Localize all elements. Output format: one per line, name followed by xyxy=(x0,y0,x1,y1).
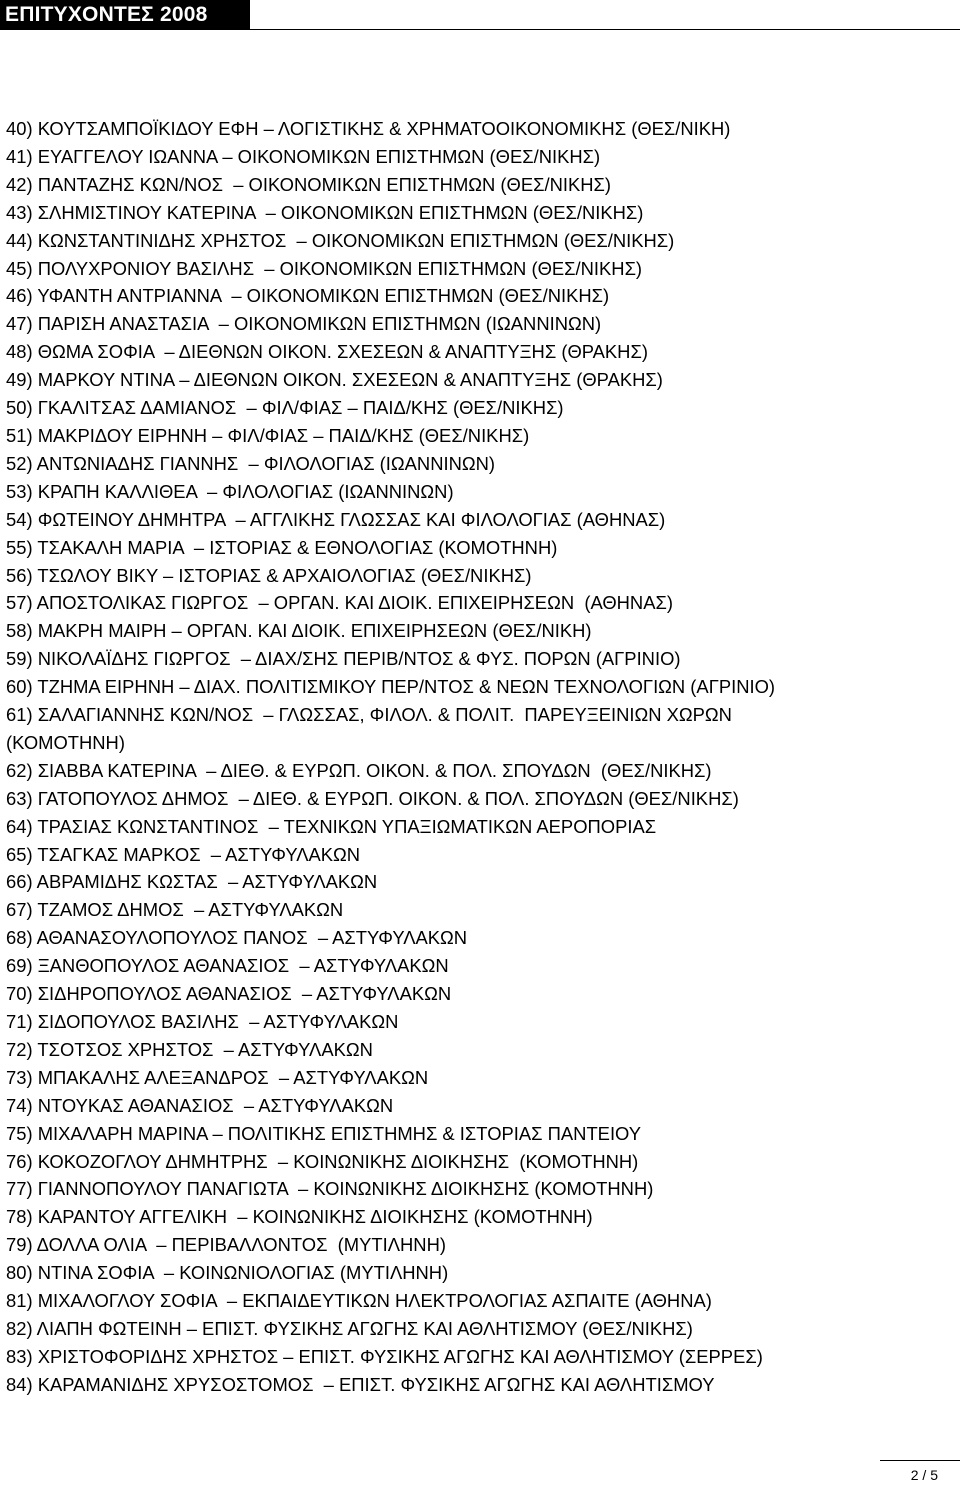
page-number: 2 / 5 xyxy=(910,1467,938,1483)
list-item: 53) ΚΡΑΠΗ ΚΑΛΛΙΘΕΑ – ΦΙΛΟΛΟΓΙΑΣ (ΙΩΑΝΝΙΝΩΝ) xyxy=(6,480,454,502)
list-item: 42) ΠΑΝΤΑΖΗΣ ΚΩΝ/ΝΟΣ – ΟΙΚΟΝΟΜΙΚΩΝ ΕΠΙΣΤΗΜΩΝ (ΘΕΣ/ΝΙΚΗΣ) xyxy=(6,173,612,195)
list-item: 66) ΑΒΡΑΜΙΔΗΣ ΚΩΣΤΑΣ – ΑΣΤΥΦΥΛΑΚΩΝ xyxy=(6,871,378,893)
list-item: 58) ΜΑΚΡΗ ΜΑΙΡΗ – ΟΡΓΑΝ. ΚΑΙ ΔΙΟΙΚ. ΕΠΙΧΕΙΡΗΣΕΩΝ (ΘΕΣ/ΝΙΚΗ) xyxy=(6,620,592,642)
list-item: 40) ΚΟΥΤΣΑΜΠΟΪΚΙΔΟΥ ΕΦΗ – ΛΟΓΙΣΤΙΚΗΣ & ΧΡΗΜΑΤΟΟΙΚΟΝΟΜΙΚΗΣ (ΘΕΣ/ΝΙΚΗ) xyxy=(6,118,731,139)
list-item: 71) ΣΙΔΟΠΟΥΛΟΣ ΒΑΣΙΛΗΣ – ΑΣΤΥΦΥΛΑΚΩΝ xyxy=(6,1011,399,1032)
list-item: 72) ΤΣΟΤΣΟΣ ΧΡΗΣΤΟΣ – ΑΣΤΥΦΥΛΑΚΩΝ xyxy=(6,1038,373,1060)
list-item: 75) ΜΙΧΑΛΑΡΗ ΜΑΡΙΝΑ – ΠΟΛΙΤΙΚΗΣ ΕΠΙΣΤΗΜΗΣ & ΙΣΤΟΡΙΑΣ ΠΑΝΤΕΙΟΥ xyxy=(6,1122,642,1144)
list-item: (ΚΟΜΟΤΗΝΗ) xyxy=(6,731,125,753)
list-item: 57) ΑΠΟΣΤΟΛΙΚΑΣ ΓΙΩΡΓΟΣ – ΟΡΓΑΝ. ΚΑΙ ΔΙΟΙΚ. ΕΠΙΧΕΙΡΗΣΕΩΝ (ΑΘΗΝΑΣ) xyxy=(6,592,673,614)
list-item: 62) ΣΙΑΒΒΑ ΚΑΤΕΡΙΝΑ – ΔΙΕΘ. & ΕΥΡΩΠ. ΟΙΚΟΝ. & ΠΟΛ. ΣΠΟΥΔΩΝ (ΘΕΣ/ΝΙΚΗΣ) xyxy=(6,759,712,781)
list-item: 77) ΓΙΑΝΝΟΠΟΥΛΟΥ ΠΑΝΑΓΙΩΤΑ – ΚΟΙΝΩΝΙΚΗΣ ΔΙΟΙΚΗΣΗΣ (ΚΟΜΟΤΗΝΗ) xyxy=(6,1178,654,1200)
document-header xyxy=(0,0,250,29)
list-item: 48) ΘΩΜΑ ΣΟΦΙΑ – ΔΙΕΘΝΩΝ ΟΙΚΟΝ. ΣΧΕΣΕΩΝ & ΑΝΑΠΤΥΞΗΣ (ΘΡΑΚΗΣ) xyxy=(6,341,648,363)
list-item: 84) ΚΑΡΑΜΑΝΙΔΗΣ ΧΡΥΣΟΣΤΟΜΟΣ – ΕΠΙΣΤ. ΦΥΣΙΚΗΣ ΑΓΩΓΗΣ ΚΑΙ ΑΘΛΗΤΙΣΜΟΥ xyxy=(6,1373,715,1395)
list-item: 47) ΠΑΡΙΣΗ ΑΝΑΣΤΑΣΙΑ – ΟΙΚΟΝΟΜΙΚΩΝ ΕΠΙΣΤΗΜΩΝ (ΙΩΑΝΝΙΝΩΝ) xyxy=(6,313,602,335)
list-item: 55) ΤΣΑΚΑΛΗ ΜΑΡΙΑ – ΙΣΤΟΡΙΑΣ & ΕΘΝΟΛΟΓΙΑΣ (ΚΟΜΟΤΗΝΗ) xyxy=(6,536,558,558)
header-divider xyxy=(0,29,960,30)
list-item: 41) ΕΥΑΓΓΕΛΟΥ ΙΩΑΝΝΑ – ΟΙΚΟΝΟΜΙΚΩΝ ΕΠΙΣΤΗΜΩΝ (ΘΕΣ/ΝΙΚΗΣ) xyxy=(6,145,601,167)
list-item: 49) ΜΑΡΚΟΥ ΝΤΙΝΑ – ΔΙΕΘΝΩΝ ΟΙΚΟΝ. ΣΧΕΣΕΩΝ & ΑΝΑΠΤΥΞΗΣ (ΘΡΑΚΗΣ) xyxy=(6,369,663,391)
list-item: 78) ΚΑΡΑΝΤΟΥ ΑΓΓΕΛΙΚΗ – ΚΟΙΝΩΝΙΚΗΣ ΔΙΟΙΚΗΣΗΣ (ΚΟΜΟΤΗΝΗ) xyxy=(6,1206,593,1228)
successful-candidates-list xyxy=(6,115,954,1399)
list-item: 60) ΤΖΗΜΑ ΕΙΡΗΝΗ – ΔΙΑΧ. ΠΟΛΙΤΙΣΜΙΚΟΥ ΠΕΡ/ΝΤΟΣ & ΝΕΩΝ ΤΕΧΝΟΛΟΓΙΩΝ (ΑΓΡΙΝΙΟ) xyxy=(6,676,776,698)
footer-divider xyxy=(880,1460,960,1461)
list-item: 80) ΝΤΙΝΑ ΣΟΦΙΑ – ΚΟΙΝΩΝΙΟΛΟΓΙΑΣ (ΜΥΤΙΛΗΝΗ) xyxy=(6,1262,449,1284)
list-item: 46) ΥΦΑΝΤΗ ΑΝΤΡΙΑΝΝΑ – ΟΙΚΟΝΟΜΙΚΩΝ ΕΠΙΣΤΗΜΩΝ (ΘΕΣ/ΝΙΚΗΣ) xyxy=(6,285,610,307)
list-item: 52) ΑΝΤΩΝΙΑΔΗΣ ΓΙΑΝΝΗΣ – ΦΙΛΟΛΟΓΙΑΣ (ΙΩΑΝΝΙΝΩΝ) xyxy=(6,452,496,474)
document-title: ΕΠΙΤΥΧΟΝΤΕΣ 2008 xyxy=(5,3,208,26)
list-item: 61) ΣΑΛΑΓΙΑΝΝΗΣ ΚΩΝ/ΝΟΣ – ΓΛΩΣΣΑΣ, ΦΙΛΟΛ. & ΠΟΛΙΤ. ΠΑΡΕΥΞΕΙΝΙΩΝ ΧΩΡΩΝ xyxy=(6,704,732,726)
list-item: 63) ΓΑΤΟΠΟΥΛΟΣ ΔΗΜΟΣ – ΔΙΕΘ. & ΕΥΡΩΠ. ΟΙΚΟΝ. & ΠΟΛ. ΣΠΟΥΔΩΝ (ΘΕΣ/ΝΙΚΗΣ) xyxy=(6,787,739,809)
list-item: 51) ΜΑΚΡΙΔΟΥ ΕΙΡΗΝΗ – ΦΙΛ/ΦΙΑΣ – ΠΑΙΔ/ΚΗΣ (ΘΕΣ/ΝΙΚΗΣ) xyxy=(6,424,530,446)
list-item: 76) ΚΟΚΟΖΟΓΛΟΥ ΔΗΜΗΤΡΗΣ – ΚΟΙΝΩΝΙΚΗΣ ΔΙΟΙΚΗΣΗΣ (ΚΟΜΟΤΗΝΗ) xyxy=(6,1150,639,1172)
list-item: 50) ΓΚΑΛΙΤΣΑΣ ΔΑΜΙΑΝΟΣ – ΦΙΛ/ΦΙΑΣ – ΠΑΙΔ/ΚΗΣ (ΘΕΣ/ΝΙΚΗΣ) xyxy=(6,397,564,419)
list-item: 68) ΑΘΑΝΑΣΟΥΛΟΠΟΥΛΟΣ ΠΑΝΟΣ – ΑΣΤΥΦΥΛΑΚΩΝ xyxy=(6,927,468,949)
list-item: 73) ΜΠΑΚΑΛΗΣ ΑΛΕΞΑΝΔΡΟΣ – ΑΣΤΥΦΥΛΑΚΩΝ xyxy=(6,1066,429,1088)
list-item: 79) ΔΟΛΛΑ ΟΛΙΑ – ΠΕΡΙΒΑΛΛΟΝΤΟΣ (ΜΥΤΙΛΗΝΗ) xyxy=(6,1234,446,1256)
list-item: 56) ΤΣΩΛΟΥ ΒΙΚΥ – ΙΣΤΟΡΙΑΣ & ΑΡΧΑΙΟΛΟΓΙΑΣ (ΘΕΣ/ΝΙΚΗΣ) xyxy=(6,564,532,586)
list-item: 64) ΤΡΑΣΙΑΣ ΚΩΝΣΤΑΝΤΙΝΟΣ – ΤΕΧΝΙΚΩΝ ΥΠΑΞΙΩΜΑΤΙΚΩΝ ΑΕΡΟΠΟΡΙΑΣ xyxy=(6,815,657,837)
list-item: 81) ΜΙΧΑΛΟΓΛΟΥ ΣΟΦΙΑ – ΕΚΠΑΙΔΕΥΤΙΚΩΝ ΗΛΕΚΤΡΟΛΟΓΙΑΣ ΑΣΠΑΙΤΕ (ΑΘΗΝΑ) xyxy=(6,1290,712,1312)
list-item: 43) ΣΛΗΜΙΣΤΙΝΟΥ ΚΑΤΕΡΙΝΑ – ΟΙΚΟΝΟΜΙΚΩΝ ΕΠΙΣΤΗΜΩΝ (ΘΕΣ/ΝΙΚΗΣ) xyxy=(6,201,644,223)
list-item: 44) ΚΩΝΣΤΑΝΤΙΝΙΔΗΣ ΧΡΗΣΤΟΣ – ΟΙΚΟΝΟΜΙΚΩΝ ΕΠΙΣΤΗΜΩΝ (ΘΕΣ/ΝΙΚΗΣ) xyxy=(6,229,675,251)
list-item: 59) ΝΙΚΟΛΑΪΔΗΣ ΓΙΩΡΓΟΣ – ΔΙΑΧ/ΣΗΣ ΠΕΡΙΒ/ΝΤΟΣ & ΦΥΣ. ΠΟΡΩΝ (ΑΓΡΙΝΙΟ) xyxy=(6,648,681,670)
list-item: 65) ΤΣΑΓΚΑΣ ΜΑΡΚΟΣ – ΑΣΤΥΦΥΛΑΚΩΝ xyxy=(6,843,361,865)
list-item: 74) ΝΤΟΥΚΑΣ ΑΘΑΝΑΣΙΟΣ – ΑΣΤΥΦΥΛΑΚΩΝ xyxy=(6,1094,394,1116)
list-item: 67) ΤΖΑΜΟΣ ΔΗΜΟΣ – ΑΣΤΥΦΥΛΑΚΩΝ xyxy=(6,899,344,921)
list-item: 82) ΛΙΑΠΗ ΦΩΤΕΙΝΗ – ΕΠΙΣΤ. ΦΥΣΙΚΗΣ ΑΓΩΓΗΣ ΚΑΙ ΑΘΛΗΤΙΣΜΟΥ (ΘΕΣ/ΝΙΚΗΣ) xyxy=(6,1317,693,1339)
list-item: 70) ΣΙΔΗΡΟΠΟΥΛΟΣ ΑΘΑΝΑΣΙΟΣ – ΑΣΤΥΦΥΛΑΚΩΝ xyxy=(6,983,452,1005)
list-item: 45) ΠΟΛΥΧΡΟΝΙΟΥ ΒΑΣΙΛΗΣ – ΟΙΚΟΝΟΜΙΚΩΝ ΕΠΙΣΤΗΜΩΝ (ΘΕΣ/ΝΙΚΗΣ) xyxy=(6,257,643,279)
list-item: 54) ΦΩΤΕΙΝΟΥ ΔΗΜΗΤΡΑ – ΑΓΓΛΙΚΗΣ ΓΛΩΣΣΑΣ ΚΑΙ ΦΙΛΟΛΟΓΙΑΣ (ΑΘΗΝΑΣ) xyxy=(6,508,666,530)
list-item: 69) ΞΑΝΘΟΠΟΥΛΟΣ ΑΘΑΝΑΣΙΟΣ – ΑΣΤΥΦΥΛΑΚΩΝ xyxy=(6,955,449,977)
list-item: 83) ΧΡΙΣΤΟΦΟΡΙΔΗΣ ΧΡΗΣΤΟΣ – ΕΠΙΣΤ. ΦΥΣΙΚΗΣ ΑΓΩΓΗΣ ΚΑΙ ΑΘΛΗΤΙΣΜΟΥ (ΣΕΡΡΕΣ) xyxy=(6,1345,763,1367)
